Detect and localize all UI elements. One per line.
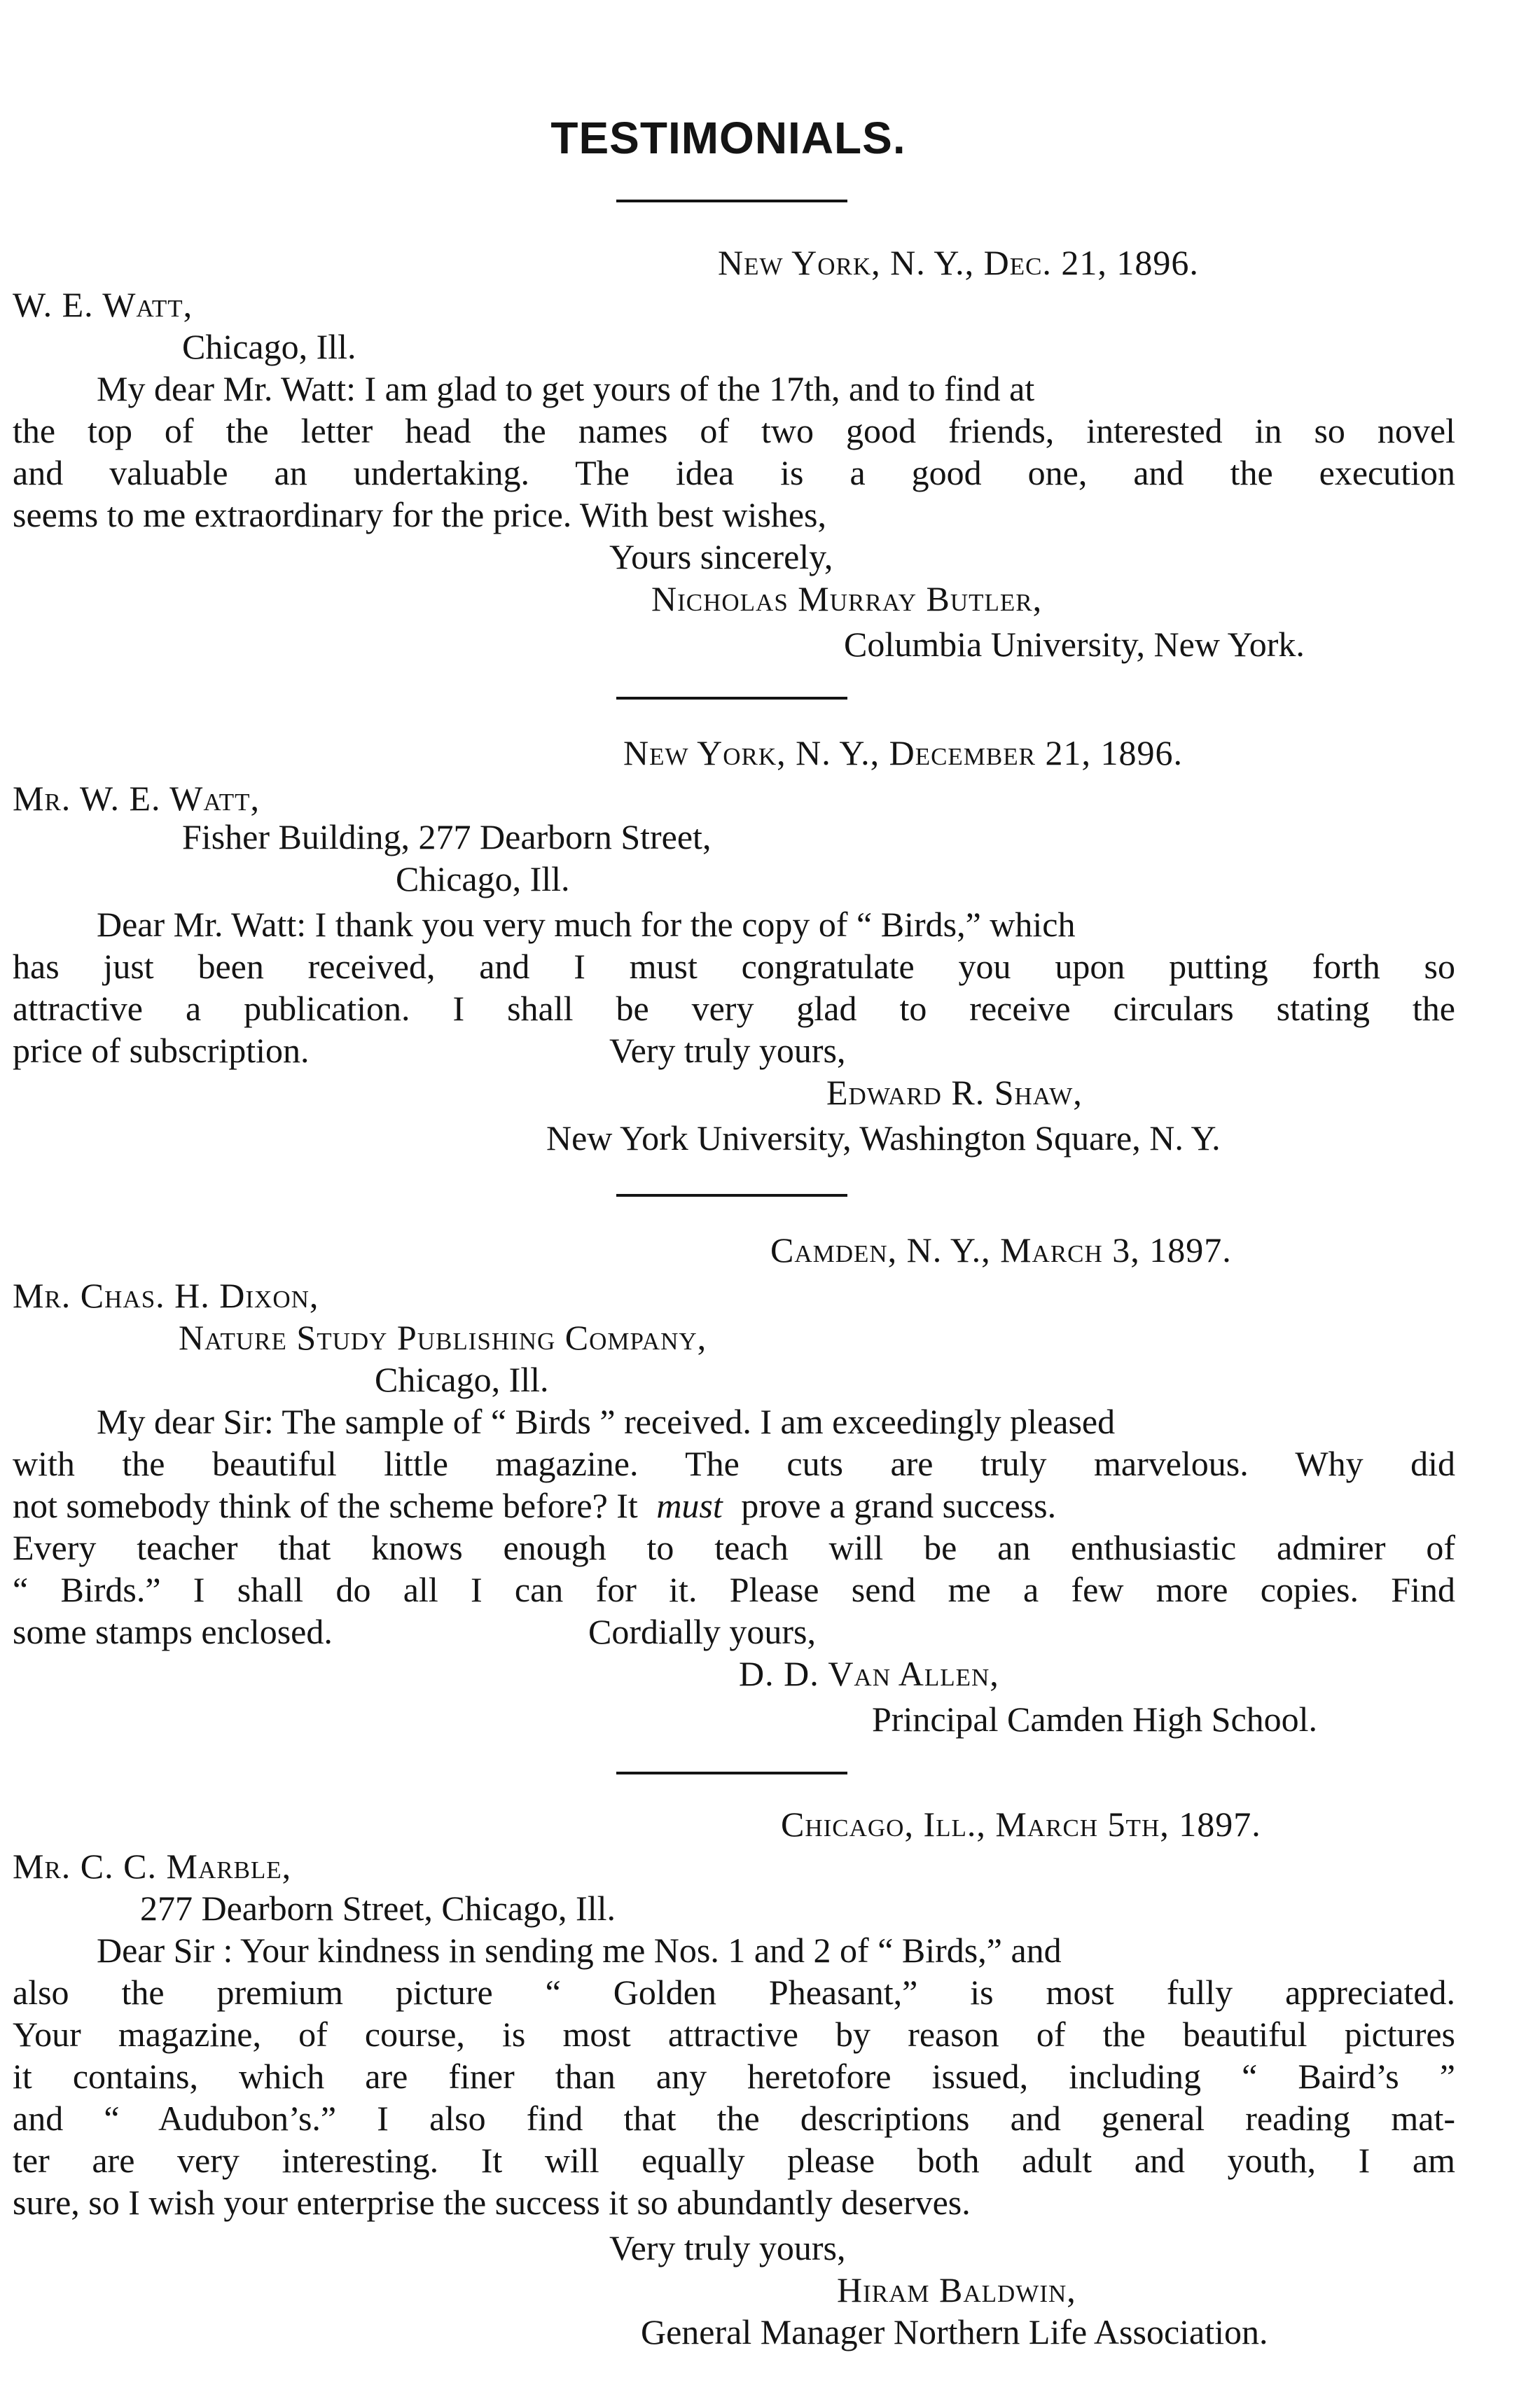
letter-4-closing: Very truly yours, [609, 2228, 846, 2267]
letter-2-signature: Edward R. Shaw, [826, 1073, 1083, 1112]
letter-4-dateline: Chicago, Ill., March 5th, 1897. [781, 1805, 1261, 1844]
letter-3-body-line: Every teacher that knows enough to teach will be an enthusiastic admirer of [13, 1528, 1455, 1567]
letter-3-body-line: My dear Sir: The sample of “ Birds ” received. I am exceedingly pleased [97, 1402, 1116, 1441]
letter-3-dateline: Camden, N. Y., March 3, 1897. [770, 1230, 1232, 1270]
letter-2-body-line: attractive a publication. I shall be very glad to receive circulars stating the [13, 989, 1455, 1028]
letter-3-body-line: with the beautiful little magazine. The cuts are truly marvelous. Why did [13, 1444, 1455, 1483]
letter-1-closing: Yours sincerely, [609, 537, 833, 576]
letter-1-addressee: W. E. Watt, [13, 285, 193, 324]
letter-3-signature: D. D. Van Allen, [739, 1654, 999, 1693]
letter-4-addressee: Mr. C. C. Marble, [13, 1847, 292, 1886]
letter-2-body-line: price of subscription. [13, 1031, 310, 1070]
letter-2-dateline: New York, N. Y., December 21, 1896. [623, 733, 1183, 772]
letter-4-affiliation: General Manager Northern Life Association. [641, 2312, 1268, 2351]
letter-1-body-line: My dear Mr. Watt: I am glad to get yours of the 17th, and to find at [97, 369, 1035, 408]
letter-3-addressee: Mr. Chas. H. Dixon, [13, 1276, 319, 1315]
letter-3-affiliation: Principal Camden High School. [872, 1700, 1318, 1739]
letter-4-body-line: it contains, which are finer than any heretofore issued, including “ Baird’s ” [13, 2057, 1455, 2096]
emphasis-text: must [656, 1486, 723, 1525]
letter-1-body-line: and valuable an undertaking. The idea is a good one, and the execution [13, 453, 1455, 492]
letter-2-address-line: Chicago, Ill. [396, 859, 570, 898]
letter-2-addressee: Mr. W. E. Watt, [13, 779, 260, 818]
divider [616, 697, 847, 700]
letter-4-body-line: ter are very interesting. It will equally please both adult and youth, I am [13, 2141, 1455, 2180]
letter-4-body-line: Dear Sir : Your kindness in sending me Nos. 1 and 2 of “ Birds,” and [97, 1931, 1062, 1970]
letter-4-body-line: also the premium picture “ Golden Pheasant,” is most fully appreciated. [13, 1973, 1455, 2012]
letter-3-body-line [13, 1485, 1455, 1527]
page-title: TESTIMONIALS. [550, 113, 906, 163]
divider [616, 1194, 847, 1197]
letter-1-affiliation: Columbia University, New York. [844, 625, 1305, 664]
body-text: not somebody think of the scheme before? It [13, 1486, 638, 1525]
letter-1-address-line: Chicago, Ill. [182, 327, 356, 366]
letter-1-body-line: seems to me extraordinary for the price. With best wishes, [13, 495, 827, 534]
letter-3-address-line: Nature Study Publishing Company, [179, 1318, 707, 1357]
letter-4-signature: Hiram Baldwin, [837, 2270, 1076, 2309]
letter-1-dateline: New York, N. Y., Dec. 21, 1896. [718, 243, 1199, 282]
letter-4-body-line: Your magazine, of course, is most attractive by reason of the beautiful pictures [13, 2015, 1455, 2054]
body-text: prove a grand success. [741, 1486, 1057, 1525]
letter-3-address-line: Chicago, Ill. [375, 1360, 549, 1399]
letter-1-signature: Nicholas Murray Butler, [651, 579, 1043, 618]
divider [616, 1772, 847, 1774]
letter-1-body-line: the top of the letter head the names of two good friends, interested in so novel [13, 411, 1455, 450]
letter-2-address-line: Fisher Building, 277 Dearborn Street, [182, 817, 712, 856]
letter-2-closing: Very truly yours, [609, 1031, 846, 1070]
letter-4-body-line: and “ Audubon’s.” I also find that the descriptions and general reading mat- [13, 2099, 1455, 2138]
letter-3-body-line: “ Birds.” I shall do all I can for it. Please send me a few more copies. Find [13, 1570, 1455, 1609]
letter-2-body-line: has just been received, and I must congratulate you upon putting forth so [13, 947, 1455, 986]
letter-4-body-line: sure, so I wish your enterprise the success it so abundantly deserves. [13, 2183, 971, 2222]
divider [616, 200, 847, 202]
letter-2-body-line: Dear Mr. Watt: I thank you very much for the copy of “ Birds,” which [97, 905, 1076, 944]
letter-3-body-line: some stamps enclosed. [13, 1612, 333, 1651]
letter-2-affiliation: New York University, Washington Square, N. Y. [546, 1118, 1221, 1158]
letter-3-closing: Cordially yours, [588, 1612, 816, 1651]
letter-4-address-line: 277 Dearborn Street, Chicago, Ill. [140, 1889, 616, 1928]
